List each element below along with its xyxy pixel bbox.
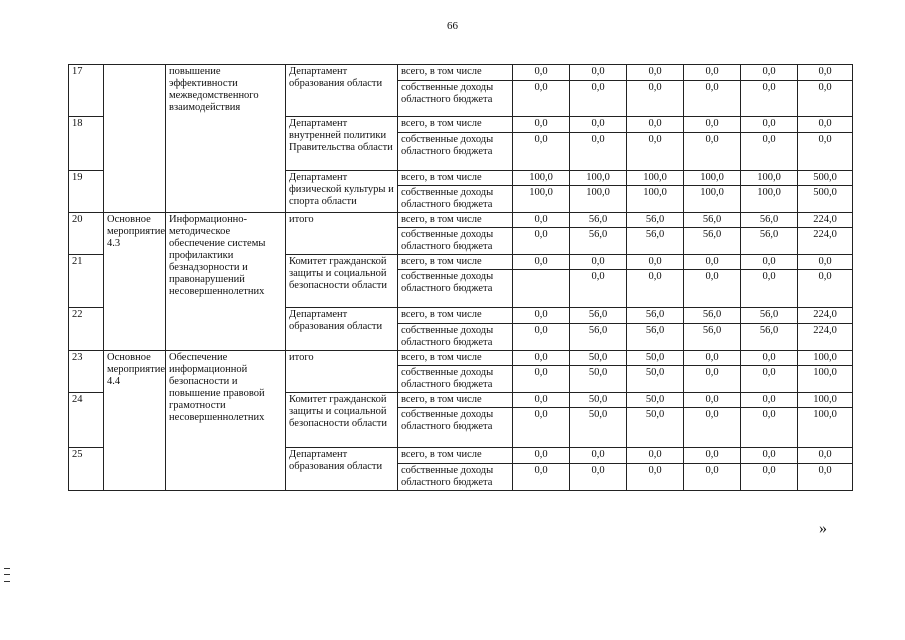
amount-cell: 0,0 bbox=[798, 133, 853, 171]
category-cell: Основное мероприятие 4.3 bbox=[104, 213, 166, 351]
row-number: 17 bbox=[69, 65, 104, 117]
amount-cell: 100,0 bbox=[741, 171, 798, 186]
executor-cell: Департамент образования области bbox=[286, 65, 398, 117]
amount-cell: 56,0 bbox=[627, 213, 684, 228]
amount-cell: 0,0 bbox=[684, 65, 741, 81]
amount-cell: 0,0 bbox=[627, 255, 684, 270]
amount-cell: 0,0 bbox=[798, 448, 853, 464]
executor-cell: Департамент образования области bbox=[286, 308, 398, 351]
amount-cell: 0,0 bbox=[513, 308, 570, 324]
amount-cell: 0,0 bbox=[513, 228, 570, 255]
amount-cell: 100,0 bbox=[513, 171, 570, 186]
funding-source-cell: собственные доходы областного бюджета bbox=[398, 366, 513, 393]
amount-cell: 0,0 bbox=[570, 270, 627, 308]
executor-cell: Департамент внутренней политики Правительства области bbox=[286, 117, 398, 171]
amount-cell: 224,0 bbox=[798, 308, 853, 324]
amount-cell: 50,0 bbox=[570, 351, 627, 366]
funding-source-cell: всего, в том числе bbox=[398, 255, 513, 270]
amount-cell: 0,0 bbox=[741, 270, 798, 308]
amount-cell: 0,0 bbox=[627, 81, 684, 117]
table-row bbox=[69, 65, 853, 81]
executor-cell: Департамент образования области bbox=[286, 448, 398, 491]
funding-source-cell: собственные доходы областного бюджета bbox=[398, 133, 513, 171]
amount-cell: 50,0 bbox=[570, 393, 627, 408]
amount-cell: 56,0 bbox=[684, 324, 741, 351]
amount-cell: 0,0 bbox=[741, 81, 798, 117]
amount-cell: 500,0 bbox=[798, 171, 853, 186]
amount-cell: 0,0 bbox=[513, 133, 570, 171]
amount-cell: 50,0 bbox=[627, 351, 684, 366]
executor-cell: итого bbox=[286, 213, 398, 255]
amount-cell: 0,0 bbox=[513, 65, 570, 81]
amount-cell: 0,0 bbox=[684, 81, 741, 117]
amount-cell: 500,0 bbox=[798, 186, 853, 213]
amount-cell: 0,0 bbox=[684, 448, 741, 464]
amount-cell: 56,0 bbox=[741, 213, 798, 228]
amount-cell: 0,0 bbox=[741, 351, 798, 366]
amount-cell: 56,0 bbox=[741, 324, 798, 351]
amount-cell: 0,0 bbox=[570, 81, 627, 117]
amount-cell: 50,0 bbox=[627, 408, 684, 448]
amount-cell: 100,0 bbox=[627, 171, 684, 186]
page-number: 66 bbox=[447, 20, 458, 32]
measure-cell: Информационно-методическое обеспечение системы профилактики безнадзорности и правонарушений несовершеннолетних bbox=[166, 213, 286, 351]
amount-cell: 0,0 bbox=[684, 255, 741, 270]
amount-cell: 56,0 bbox=[741, 228, 798, 255]
executor-cell: Комитет гражданской защиты и социальной безопасности области bbox=[286, 255, 398, 308]
amount-cell: 0,0 bbox=[741, 133, 798, 171]
table-row bbox=[69, 213, 853, 228]
amount-cell: 100,0 bbox=[741, 186, 798, 213]
funding-source-cell: собственные доходы областного бюджета bbox=[398, 81, 513, 117]
amount-cell: 0,0 bbox=[627, 270, 684, 308]
amount-cell: 0,0 bbox=[513, 213, 570, 228]
amount-cell: 0,0 bbox=[741, 393, 798, 408]
amount-cell: 0,0 bbox=[684, 464, 741, 491]
amount-cell: 56,0 bbox=[627, 308, 684, 324]
amount-cell: 0,0 bbox=[513, 117, 570, 133]
amount-cell: 0,0 bbox=[798, 464, 853, 491]
amount-cell: 0,0 bbox=[513, 464, 570, 491]
amount-cell: 0,0 bbox=[684, 393, 741, 408]
amount-cell: 50,0 bbox=[570, 408, 627, 448]
amount-cell: 100,0 bbox=[513, 186, 570, 213]
amount-cell: 100,0 bbox=[570, 171, 627, 186]
amount-cell: 0,0 bbox=[513, 81, 570, 117]
row-number: 22 bbox=[69, 308, 104, 351]
amount-cell: 0,0 bbox=[741, 448, 798, 464]
amount-cell: 0,0 bbox=[684, 351, 741, 366]
amount-cell: 50,0 bbox=[627, 393, 684, 408]
amount-cell: 0,0 bbox=[741, 255, 798, 270]
executor-cell: итого bbox=[286, 351, 398, 393]
amount-cell: 0,0 bbox=[684, 133, 741, 171]
row-number: 19 bbox=[69, 171, 104, 213]
amount-cell: 0,0 bbox=[513, 351, 570, 366]
amount-cell: 100,0 bbox=[684, 186, 741, 213]
amount-cell: 56,0 bbox=[570, 213, 627, 228]
row-number: 25 bbox=[69, 448, 104, 491]
funding-source-cell: собственные доходы областного бюджета bbox=[398, 186, 513, 213]
amount-cell: 0,0 bbox=[627, 65, 684, 81]
amount-cell: 0,0 bbox=[741, 65, 798, 81]
amount-cell: 56,0 bbox=[684, 213, 741, 228]
funding-source-cell: всего, в том числе bbox=[398, 171, 513, 186]
row-number: 18 bbox=[69, 117, 104, 171]
amount-cell: 0,0 bbox=[741, 366, 798, 393]
amount-cell: 0,0 bbox=[684, 408, 741, 448]
closing-quote: » bbox=[819, 520, 827, 537]
amount-cell: 56,0 bbox=[570, 324, 627, 351]
row-number: 21 bbox=[69, 255, 104, 308]
executor-cell: Комитет гражданской защиты и социальной безопасности области bbox=[286, 393, 398, 448]
amount-cell: 56,0 bbox=[570, 228, 627, 255]
amount-cell: 0,0 bbox=[684, 117, 741, 133]
amount-cell: 0,0 bbox=[513, 324, 570, 351]
margin-mark-icon bbox=[4, 568, 10, 582]
funding-source-cell: собственные доходы областного бюджета bbox=[398, 408, 513, 448]
amount-cell: 0,0 bbox=[684, 270, 741, 308]
amount-cell: 0,0 bbox=[570, 117, 627, 133]
amount-cell: 56,0 bbox=[741, 308, 798, 324]
row-number: 20 bbox=[69, 213, 104, 255]
amount-cell: 100,0 bbox=[627, 186, 684, 213]
amount-cell: 224,0 bbox=[798, 213, 853, 228]
measure-cell: Обеспечение информационной безопасности и повышение правовой грамотности несовершеннолетних bbox=[166, 351, 286, 491]
amount-cell: 0,0 bbox=[798, 255, 853, 270]
amount-cell: 56,0 bbox=[627, 228, 684, 255]
amount-cell: 0,0 bbox=[627, 448, 684, 464]
amount-cell: 224,0 bbox=[798, 228, 853, 255]
amount-cell: 0,0 bbox=[570, 133, 627, 171]
amount-cell: 0,0 bbox=[627, 464, 684, 491]
amount-cell: 0,0 bbox=[798, 117, 853, 133]
amount-cell: 0,0 bbox=[570, 464, 627, 491]
measure-cell: повышение эффективности межведомственного взаимодействия bbox=[166, 65, 286, 213]
amount-cell: 56,0 bbox=[570, 308, 627, 324]
amount-cell: 50,0 bbox=[570, 366, 627, 393]
budget-table bbox=[68, 64, 853, 491]
amount-cell: 0,0 bbox=[513, 408, 570, 448]
funding-source-cell: всего, в том числе bbox=[398, 393, 513, 408]
amount-cell: 100,0 bbox=[798, 408, 853, 448]
funding-source-cell: всего, в том числе bbox=[398, 351, 513, 366]
amount-cell: 56,0 bbox=[684, 228, 741, 255]
row-number: 23 bbox=[69, 351, 104, 393]
category-cell bbox=[104, 65, 166, 213]
amount-cell: 0,0 bbox=[513, 393, 570, 408]
funding-source-cell: собственные доходы областного бюджета bbox=[398, 270, 513, 308]
amount-cell: 0,0 bbox=[741, 117, 798, 133]
funding-source-cell: всего, в том числе bbox=[398, 117, 513, 133]
amount-cell: 0,0 bbox=[798, 81, 853, 117]
row-number: 24 bbox=[69, 393, 104, 448]
amount-cell: 100,0 bbox=[798, 393, 853, 408]
amount-cell: 50,0 bbox=[627, 366, 684, 393]
executor-cell: Департамент физической культуры и спорта области bbox=[286, 171, 398, 213]
amount-cell: 56,0 bbox=[684, 308, 741, 324]
funding-source-cell: всего, в том числе bbox=[398, 213, 513, 228]
amount-cell: 0,0 bbox=[570, 448, 627, 464]
amount-cell: 0,0 bbox=[798, 65, 853, 81]
funding-source-cell: всего, в том числе bbox=[398, 308, 513, 324]
funding-source-cell: собственные доходы областного бюджета bbox=[398, 228, 513, 255]
amount-cell: 224,0 bbox=[798, 324, 853, 351]
amount-cell: 0,0 bbox=[627, 133, 684, 171]
funding-source-cell: собственные доходы областного бюджета bbox=[398, 324, 513, 351]
funding-source-cell: всего, в том числе bbox=[398, 65, 513, 81]
amount-cell: 0,0 bbox=[513, 255, 570, 270]
amount-cell: 100,0 bbox=[798, 351, 853, 366]
funding-source-cell: всего, в том числе bbox=[398, 448, 513, 464]
amount-cell: 0,0 bbox=[570, 65, 627, 81]
amount-cell: 0,0 bbox=[627, 117, 684, 133]
amount-cell: 0,0 bbox=[570, 255, 627, 270]
amount-cell: 0,0 bbox=[684, 366, 741, 393]
amount-cell: 0,0 bbox=[513, 448, 570, 464]
amount-cell: 0,0 bbox=[798, 270, 853, 308]
amount-cell: 0,0 bbox=[741, 408, 798, 448]
funding-source-cell: собственные доходы областного бюджета bbox=[398, 464, 513, 491]
table-row bbox=[69, 351, 853, 366]
amount-cell: 100,0 bbox=[798, 366, 853, 393]
amount-cell: 0,0 bbox=[513, 366, 570, 393]
amount-cell bbox=[513, 270, 570, 308]
amount-cell: 56,0 bbox=[627, 324, 684, 351]
amount-cell: 100,0 bbox=[570, 186, 627, 213]
amount-cell: 100,0 bbox=[684, 171, 741, 186]
category-cell: Основное мероприятие 4.4 bbox=[104, 351, 166, 491]
amount-cell: 0,0 bbox=[741, 464, 798, 491]
